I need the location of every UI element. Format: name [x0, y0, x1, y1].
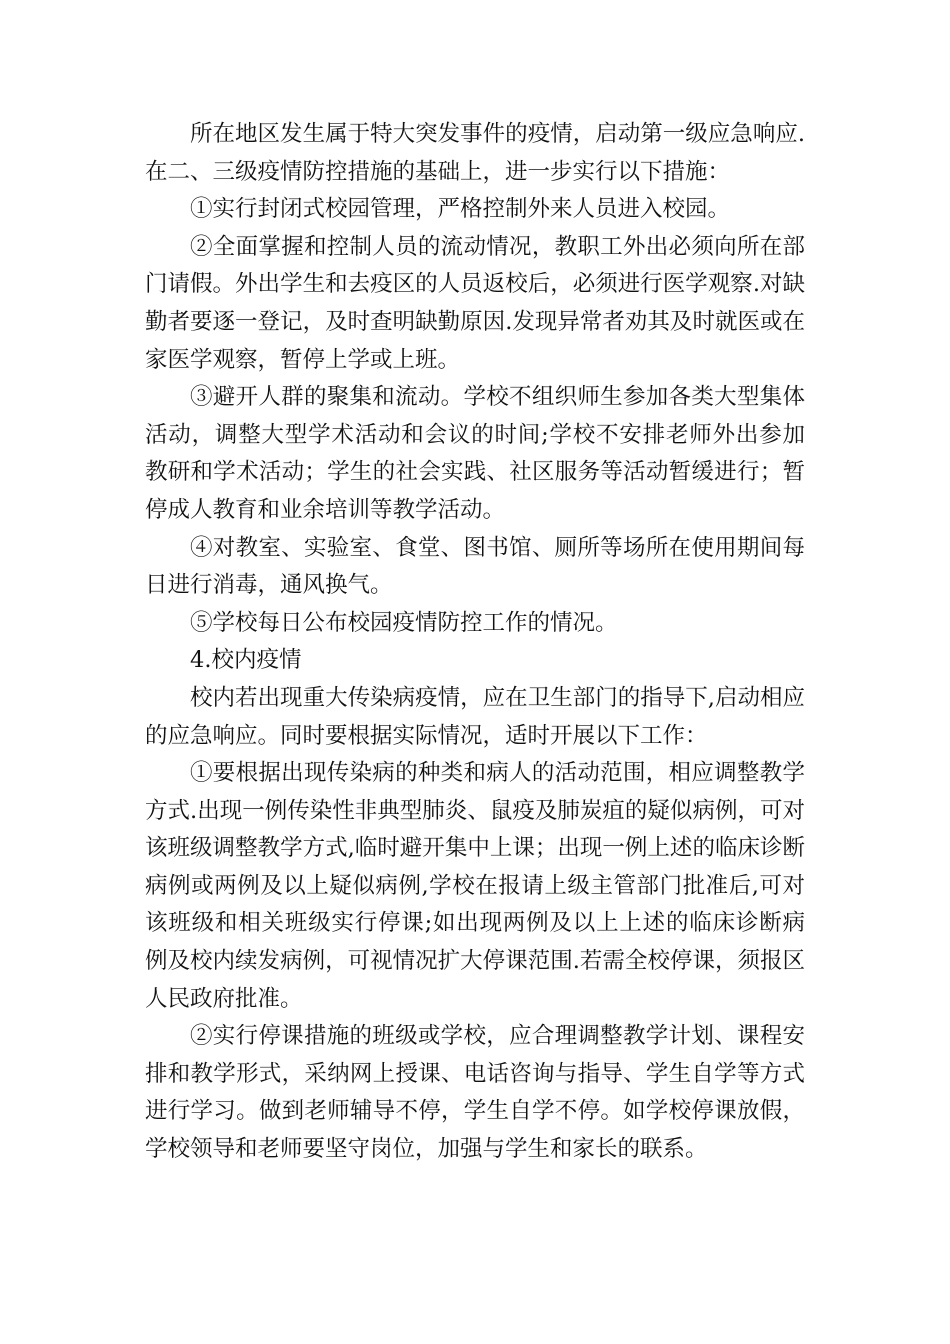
paragraph-campus-epidemic-intro: 校内若出现重大传染病疫情，应在卫生部门的指导下,启动相应的应急响应。同时要根据实际情况，适时开展以下工作： — [145, 684, 805, 749]
paragraph-suspension-measures: ②实行停课措施的班级或学校，应合理调整教学计划、课程安排和教学形式，采纳网上授课、电话咨询与指导、学生自学等方式进行学习。做到老师辅导不停，学生自学不停。如学校停课放假，学校领导和老师要坚守岗位，加强与学生和家长的联系。 — [145, 1023, 805, 1163]
section-heading-campus-epidemic: 4.校内疫情 — [190, 647, 302, 674]
paragraph-daily-report: ⑤学校每日公布校园疫情防控工作的情况。 — [190, 609, 618, 636]
document-body — [145, 116, 805, 1169]
paragraph-closed-campus: ①实行封闭式校园管理，严格控制外来人员进入校园。 — [190, 196, 731, 223]
paragraph-disinfection: ④对教室、实验室、食堂、图书馆、厕所等场所在使用期间每日进行消毒，通风换气。 — [145, 534, 805, 599]
paragraph-adjust-teaching: ①要根据出现传染病的种类和病人的活动范围，相应调整教学方式.出现一例传染性非典型肺炎、鼠疫及肺炭疽的疑似病例，可对该班级调整教学方式,临时避开集中上课；出现一例上述的临床诊断病例或两例及以上疑似病例,学校在报请上级主管部门批准后,可对该班级和相关班级实行停课;如出现两例及以上上述的临床诊断病例及校内续发病例，可视情况扩大停课范围.若需全校停课，须报区人民政府批准。 — [145, 760, 805, 1012]
paragraph-avoid-gatherings: ③避开人群的聚集和流动。学校不组织师生参加各类大型集体活动，调整大型学术活动和会议的时间;学校不安排老师外出参加教研和学术活动；学生的社会实践、社区服务等活动暂缓进行；暂停成人教育和业余培训等教学活动。 — [145, 384, 805, 523]
paragraph-level-one-response: 所在地区发生属于特大突发事件的疫情，启动第一级应急响应.在二、三级疫情防控措施的基础上，进一步实行以下措施： — [145, 121, 805, 185]
paragraph-personnel-flow: ②全面掌握和控制人员的流动情况，教职工外出必须向所在部门请假。外出学生和去疫区的人员返校后，必须进行医学观察.对缺勤者要逐一登记，及时查明缺勤原因.发现异常者劝其及时就医或在家医学观察，暂停上学或上班。 — [145, 233, 805, 373]
